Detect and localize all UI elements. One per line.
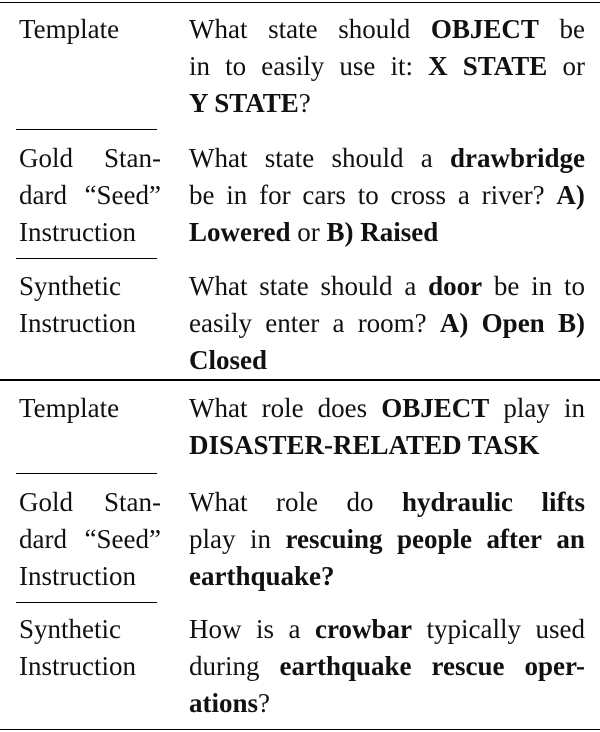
bold-term: crowbar	[315, 614, 412, 644]
row-text-line	[189, 558, 585, 595]
text-run: ?	[258, 688, 271, 718]
row-label-gold-seed-instruction	[19, 140, 161, 251]
table-bottom-rule	[0, 729, 600, 730]
text-run: enter	[265, 308, 320, 338]
text-run: to	[357, 180, 379, 210]
bold-term: OBJECT	[381, 393, 490, 423]
section-divider-rule	[0, 379, 600, 381]
text-run: does	[317, 393, 368, 423]
text-run: should	[331, 143, 404, 173]
row-text-line	[189, 484, 585, 521]
text-run: in	[563, 393, 585, 423]
text-run: typically	[426, 614, 521, 644]
text-run: role	[261, 393, 304, 423]
bold-term: earthquake	[279, 651, 412, 681]
text-run: during	[189, 651, 260, 681]
row-text-line	[189, 85, 585, 122]
bold-term: Y STATE	[189, 88, 299, 118]
text-run: a	[332, 308, 345, 338]
row-text-line	[189, 611, 585, 648]
row-text-gold-seed-instruction	[189, 140, 585, 251]
bold-term: B) Raised	[326, 217, 439, 247]
bold-term: DISASTER-RELATED TASK	[189, 430, 540, 460]
text-run: a	[404, 271, 417, 301]
text-run: it:	[390, 51, 414, 81]
row-text-line	[189, 177, 585, 214]
row-text-synthetic-instruction	[189, 611, 585, 722]
row-label-line: Instruction	[19, 217, 136, 247]
row-text-gold-seed-instruction	[189, 484, 585, 595]
bold-term: lifts	[541, 487, 585, 517]
bold-term: Open	[481, 308, 545, 338]
text-run: in	[249, 524, 271, 554]
row-text-line	[189, 48, 585, 85]
bold-term: ations	[189, 688, 259, 718]
text-run: use	[339, 51, 376, 81]
row-label-line: Template	[19, 14, 120, 44]
row-text-synthetic-instruction	[189, 268, 585, 379]
text-run: should	[320, 271, 393, 301]
text-run: used	[535, 614, 585, 644]
bold-term: earthquake?	[189, 561, 335, 591]
text-run: in	[189, 51, 211, 81]
row-separator	[16, 473, 157, 474]
row-text-line	[189, 305, 585, 342]
bold-term: rescuing	[285, 524, 383, 554]
row-label-gold-seed-instruction	[19, 484, 161, 595]
text-run: What	[189, 487, 248, 517]
bold-term: hydraulic	[401, 487, 513, 517]
text-run: What	[189, 14, 248, 44]
text-run: What	[189, 271, 248, 301]
bold-term: people	[396, 524, 472, 554]
row-separator	[16, 129, 157, 130]
bold-term: OBJECT	[430, 14, 539, 44]
text-run: ?	[298, 88, 311, 118]
row-label-line: Instruction	[19, 561, 136, 591]
row-text-line	[189, 11, 585, 48]
bold-term: Lowered	[189, 217, 291, 247]
row-label-synthetic-instruction	[19, 611, 161, 685]
text-run: easily	[261, 51, 325, 81]
row-label-line: dard “Seed”	[19, 180, 161, 210]
row-label-line: Synthetic	[19, 614, 121, 644]
bold-term: X	[428, 51, 448, 81]
row-separator	[16, 258, 157, 259]
row-text-template	[189, 11, 585, 122]
text-run: be	[559, 14, 585, 44]
text-run: state	[259, 271, 309, 301]
text-run: What	[189, 143, 248, 173]
text-run: What	[189, 393, 248, 423]
text-run: a	[457, 180, 470, 210]
text-run: cross	[390, 180, 447, 210]
row-label-line: Template	[19, 393, 120, 423]
text-run: be	[189, 180, 215, 210]
row-label-synthetic-instruction	[19, 268, 161, 342]
row-text-line	[189, 427, 585, 464]
row-separator	[16, 602, 157, 603]
text-run: room?	[357, 308, 427, 338]
text-run: easily	[189, 308, 252, 338]
row-label-template	[19, 390, 161, 427]
text-run: or	[562, 51, 585, 81]
row-text-line	[189, 140, 585, 177]
row-label-template	[19, 11, 161, 48]
table-top-rule	[0, 2, 600, 3]
row-label-line: Instruction	[19, 651, 136, 681]
bold-term: STATE	[462, 51, 548, 81]
row-label-line: Gold Stan-	[19, 487, 161, 517]
bold-term: A)	[439, 308, 469, 338]
text-run: play	[503, 393, 550, 423]
text-run: or	[290, 217, 327, 247]
row-text-line	[189, 214, 585, 251]
text-run: river?	[481, 180, 545, 210]
bold-term: A)	[556, 180, 585, 210]
row-text-line	[189, 685, 585, 722]
row-text-line	[189, 390, 585, 427]
bold-term: after	[486, 524, 542, 554]
row-label-line: dard “Seed”	[19, 524, 161, 554]
row-text-line	[189, 521, 585, 558]
bold-term: B)	[557, 308, 585, 338]
text-run: a	[420, 143, 433, 173]
row-text-template	[189, 390, 585, 464]
text-run: state	[264, 143, 315, 173]
text-run: to	[225, 51, 247, 81]
text-run: should	[338, 14, 411, 44]
bold-term: oper-	[524, 651, 585, 681]
bold-term: an	[556, 524, 585, 554]
text-run: How	[189, 614, 242, 644]
row-label-line: Gold Stan-	[19, 143, 161, 173]
bold-term: door	[428, 271, 483, 301]
bold-term: rescue	[431, 651, 505, 681]
text-run: is	[256, 614, 275, 644]
row-label-line: Instruction	[19, 308, 136, 338]
row-text-line	[189, 342, 585, 379]
row-label-line: Synthetic	[19, 271, 121, 301]
text-run: play	[189, 524, 236, 554]
text-run: do	[346, 487, 374, 517]
text-run: to	[563, 271, 585, 301]
text-run: be	[493, 271, 520, 301]
text-run: in	[226, 180, 248, 210]
row-text-line	[189, 648, 585, 685]
text-run: state	[268, 14, 318, 44]
text-run: a	[288, 614, 301, 644]
bold-term: drawbridge	[449, 143, 585, 173]
bold-term: Closed	[189, 345, 268, 375]
text-run: for	[259, 180, 291, 210]
text-run: cars	[302, 180, 346, 210]
text-run: in	[531, 271, 553, 301]
row-text-line	[189, 268, 585, 305]
text-run: role	[275, 487, 318, 517]
